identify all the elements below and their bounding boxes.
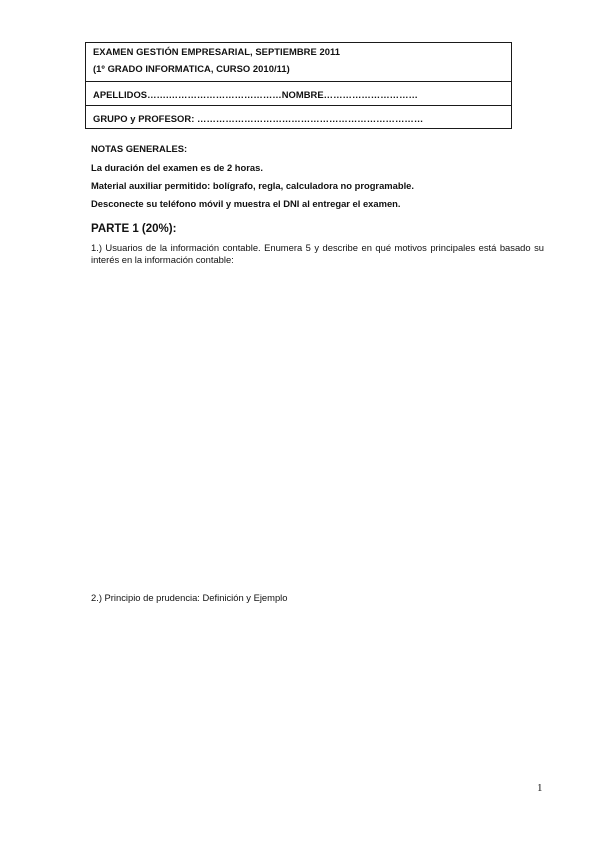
exam-title-cell [86, 43, 511, 82]
name-field-line: APELLIDOS…….………………………………NOMBRE………………………… [93, 89, 418, 100]
exam-subtitle: (1º GRADO INFORMATICA, CURSO 2010/11) [93, 63, 290, 74]
question-1: 1.) Usuarios de la información contable. Enumera 5 y describe en qué motivos principales está basado su interés en la información contable: [91, 242, 544, 265]
note-materials: Material auxiliar permitido: bolígrafo, regla, calculadora no programable. [91, 180, 414, 191]
note-phone-dni: Desconecte su teléfono móvil y muestra el DNI al entregar el examen. [91, 198, 401, 209]
question-2: 2.) Principio de prudencia: Definición y Ejemplo [91, 592, 288, 603]
exam-header-box [85, 42, 512, 129]
part-1-title: PARTE 1 (20%): [91, 223, 177, 235]
group-cell [86, 106, 511, 130]
page-number: 1 [537, 782, 543, 794]
exam-title: EXAMEN GESTIÓN EMPRESARIAL, SEPTIEMBRE 2011 [93, 46, 340, 57]
name-cell [86, 82, 511, 106]
notes-heading: NOTAS GENERALES: [91, 143, 188, 154]
group-field-line: GRUPO y PROFESOR: ……………………………………………………………… [93, 113, 424, 124]
note-duration: La duración del examen es de 2 horas. [91, 162, 263, 173]
